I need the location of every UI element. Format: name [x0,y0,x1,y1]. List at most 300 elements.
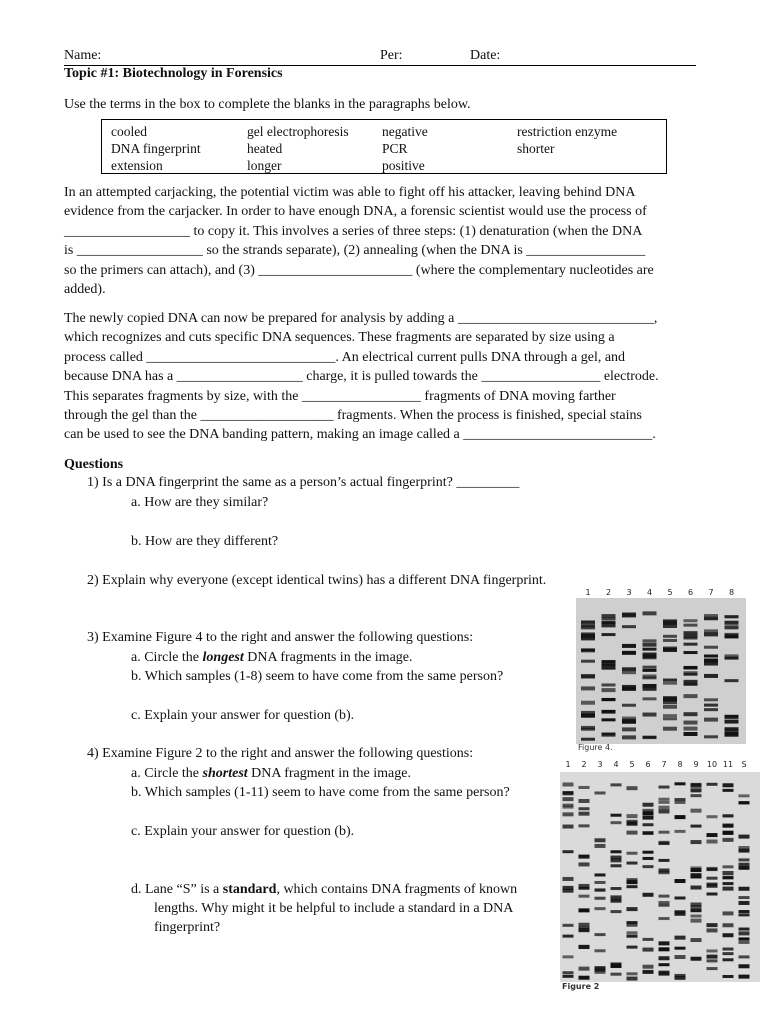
gel-band [581,675,595,679]
gel-band [659,798,670,801]
gel-band [579,786,590,789]
lane-number: 6 [645,760,651,769]
gel-band [739,901,750,905]
gel-band [663,648,677,652]
paragraph-line: so the primers can attach), and (3) ______________________ (where the complementary nucleotides are [64,262,654,278]
gel-band [643,965,654,969]
gel-band [707,877,718,880]
paragraph-line: through the gel than the ___________________ fragments. When the process is finished, special stains [64,407,642,423]
lane-number: 4 [646,588,653,597]
gel-band [602,666,616,669]
gel-band [595,873,606,876]
term: positive [382,158,425,173]
gel-band [643,938,654,941]
lane-number: 8 [728,588,735,597]
gel-band [739,937,750,940]
gel-band [581,620,595,623]
questions-heading: Questions [64,457,124,472]
term: extension [111,158,163,173]
gel-band [663,717,677,720]
gel-band [643,857,654,860]
gel-band [663,679,677,682]
gel-band [659,895,670,898]
gel-band [563,889,574,893]
gel-band [643,684,657,688]
figure-2-gel [560,772,760,984]
paragraph-line: which recognizes and cuts specific DNA sequences. These fragments are separated by size using a [64,330,615,346]
gel-band [627,852,638,855]
gel-band [675,955,686,959]
question-4d-line3: fingerprint? [154,920,221,935]
gel-band [643,713,657,717]
gel-band [643,893,654,897]
gel-band [659,956,670,960]
gel-band [684,666,698,669]
paragraph-line: This separates fragments by size, with the _________________ fragments of DNA moving farther [64,388,616,404]
gel-band [691,784,702,788]
gel-band [643,697,657,700]
gel-band [563,877,574,881]
figure-2 [560,760,760,996]
gel-band [684,680,698,683]
gel-band [704,704,718,707]
gel-band [691,794,702,797]
gel-band [581,623,595,627]
gel-band [602,733,616,737]
gel-band [663,700,677,704]
gel-band [723,911,734,915]
gel-band [627,820,638,823]
gel-band [723,882,734,885]
lane-number: 2 [581,760,587,769]
figure-4-gel [574,598,750,748]
lane-number: 7 [708,588,714,597]
gel-band [579,976,590,980]
gel-band [704,718,718,722]
gel-band [704,698,718,701]
gel-band [691,938,702,942]
gel-band [643,611,657,615]
gel-band [579,812,590,816]
gel-band [707,959,718,962]
gel-band [691,957,702,961]
paragraph-line: can be used to see the DNA banding pattern, making an image called a ___________________________. [64,427,656,443]
gel-band [675,801,686,804]
gel-band [622,735,636,739]
gel-band [602,614,616,618]
gel-band [627,977,638,981]
gel-band [595,907,606,910]
gel-band [622,625,636,628]
gel-band [659,901,670,904]
gel-band [622,704,636,707]
gel-band [627,921,638,924]
gel-band [579,895,590,898]
gel-band [643,948,654,952]
gel-band [659,904,670,907]
lane-number: 1 [565,760,571,769]
lane-number: 4 [613,760,619,769]
term: shorter [517,141,555,156]
gel-band [707,884,718,888]
gel-band [627,946,638,949]
name-label: Name: [64,48,102,63]
gel-band [691,825,702,828]
gel-band [581,711,595,714]
gel-band [663,622,677,625]
gel-band [611,887,622,890]
gel-band [684,732,698,736]
date-label: Date: [470,48,501,63]
gel-band [739,801,750,804]
question-4a: a. Circle the shortest DNA fragment in the image. [131,766,411,781]
question-4d-line2: lengths. Why might it be helpful to include a standard in a DNA [154,901,514,916]
gel-band [563,782,574,786]
paragraph-electrophoresis [64,309,704,445]
gel-band [659,917,670,920]
gel-band [622,613,636,617]
gel-band [659,842,670,845]
lane-number: 3 [597,760,603,769]
paragraph-line: process called ___________________________. An electrical current pulls DNA through a gel, and [64,349,626,365]
gel-band [691,886,702,890]
gel-band [581,649,595,652]
term: negative [382,124,428,139]
gel-band [723,789,734,792]
gel-band [579,908,590,912]
gel-band [659,963,670,966]
gel-band [659,806,670,810]
gel-band [595,897,606,900]
gel-band [579,926,590,929]
gel-band [704,708,718,711]
gel-band [643,648,657,651]
gel-band [595,791,606,794]
gel-band [622,721,636,724]
gel-band [684,643,698,646]
gel-band [707,840,718,844]
gel-band [602,621,616,624]
gel-band [739,835,750,839]
gel-band [643,653,657,657]
gel-band [579,824,590,827]
gel-band [739,794,750,797]
gel-band [675,936,686,940]
gel-band [725,625,739,629]
gel-band [704,654,718,657]
gel-band [659,941,670,945]
gel-band [602,618,616,621]
question-3a: a. Circle the longest DNA fragments in the image. [131,650,413,665]
gel-band [643,970,654,974]
question-4b: b. Which samples (1-11) seem to have come from the same person? [131,785,510,800]
lane-number: 7 [661,760,667,769]
gel-band [611,864,622,867]
gel-band [663,639,677,642]
gel-band [739,910,750,913]
gel-band [611,814,622,817]
lane-number: 3 [626,588,632,597]
gel-band [563,791,574,794]
lane-number: 5 [629,760,635,769]
gel-band [684,624,698,627]
gel-band [739,955,750,958]
gel-band [563,804,574,807]
figure-4 [574,588,750,754]
gel-band [563,924,574,927]
lane-number: 10 [706,760,718,769]
gel-band [684,631,698,635]
gel-band [691,809,702,813]
gel-band [675,910,686,913]
gel-band [659,871,670,874]
gel-band [602,698,616,701]
gel-band [643,674,657,678]
gel-band [659,809,670,813]
lane-number: 1 [585,588,591,597]
gel-band [723,933,734,937]
gel-band [691,908,702,912]
gel-band [663,714,677,717]
gel-band [581,714,595,718]
gel-band [643,688,657,691]
paragraph-line: because DNA has a __________________ charge, it is pulled towards the _________________ electrode. [64,369,659,385]
question-1b: b. How are they different? [131,534,279,549]
gel-band [684,619,698,622]
gel-band [563,812,574,816]
gel-band [675,879,686,883]
gel-band [611,856,622,860]
gel-band [659,947,670,951]
gel-band [579,945,590,949]
gel-band [725,615,739,618]
lane-number: 9 [693,760,699,769]
gel-band [725,654,739,658]
gel-band [675,830,686,833]
term: PCR [382,141,408,156]
gel-band [595,933,606,936]
gel-band [622,667,636,671]
lane-number: 11 [722,760,734,769]
gel-band [675,798,686,801]
gel-band [704,646,718,649]
gel-band [707,867,718,870]
gel-band [723,958,734,961]
per-label: Per: [380,48,403,63]
gel-band [723,876,734,879]
gel-band [595,844,606,848]
gel-band [739,846,750,849]
lane-number: 6 [687,588,694,597]
gel-band [622,644,636,648]
gel-band [563,935,574,938]
gel-band [675,974,686,977]
gel-band [707,949,718,952]
gel-band [581,701,595,705]
gel-band [643,816,654,820]
gel-band [725,727,739,731]
gel-band [563,797,574,801]
gel-band [602,688,616,692]
gel-band [595,838,606,842]
gel-band [684,636,698,639]
gel-band [643,639,657,642]
gel-band [627,814,638,818]
gel-band [643,736,657,739]
gel-band [725,731,739,735]
gel-band [643,656,657,659]
paragraph-line: The newly copied DNA can now be prepared for analysis by adding a ____________________________, [64,311,658,326]
gel-band [563,975,574,978]
gel-band [595,889,606,892]
gel-band [643,823,654,826]
gel-band [723,865,734,868]
gel-band [739,849,750,853]
figure-4-caption: Figure 4. [578,743,613,752]
gel-band [643,811,654,815]
gel-band [611,850,622,853]
gel-band [684,694,698,698]
gel-band [723,952,734,955]
gel-band [563,825,574,829]
gel-band [691,905,702,908]
instructions: Use the terms in the box to complete the blanks in the paragraphs below. [64,97,471,112]
gel-band [611,783,622,786]
gel-band [739,931,750,935]
gel-band [622,671,636,674]
term: longer [247,158,282,173]
gel-band [691,788,702,792]
question-3: 3) Examine Figure 4 to the right and answer the following questions: [87,630,474,645]
gel-band [723,975,734,978]
gel-band [602,633,616,636]
gel-band [707,833,718,837]
page-title: Topic #1: Biotechnology in Forensics [64,66,283,81]
gel-band [643,803,654,807]
gel-band [643,643,657,647]
gel-band [707,783,718,786]
gel-band [691,866,702,870]
gel-band [691,915,702,918]
gel-band [579,855,590,859]
gel-band [611,821,622,824]
gel-band [684,727,698,731]
gel-band [723,948,734,951]
gel-band [611,973,622,976]
gel-band [675,896,686,899]
gel-band [723,824,734,828]
gel-band [725,621,739,625]
question-1a: a. How are they similar? [131,495,269,510]
gel-band [602,710,616,714]
gel-band [627,885,638,888]
gel-band [602,683,616,686]
question-4c: c. Explain your answer for question (b). [131,824,355,839]
gel-band [739,866,750,870]
gel-band [627,786,638,790]
gel-band [627,831,638,835]
paragraph-line: evidence from the carjacker. In order to have enough DNA, a forensic scientist would use the process of [64,204,647,220]
gel-band [739,858,750,861]
gel-band [622,717,636,721]
gel-band [579,862,590,866]
gel-band [643,831,654,834]
term: restriction enzyme [517,124,618,139]
gel-band [627,907,638,911]
gel-band [579,799,590,803]
gel-band [684,721,698,725]
gel-band [684,671,698,675]
term: DNA fingerprint [111,141,201,156]
gel-band [579,923,590,927]
gel-band [739,941,750,944]
gel-band [739,964,750,968]
gel-band [739,928,750,931]
question-4d: d. Lane “S” is a standard, which contains DNA fragments of known [131,882,518,897]
word-bank-box [101,119,667,174]
gel-band [627,878,638,881]
gel-band [684,651,698,654]
lane-number: 8 [677,760,683,769]
question-1: 1) Is a DNA fingerprint the same as a person’s actual fingerprint? _________ [87,475,520,490]
question-4: 4) Examine Figure 2 to the right and answer the following questions: [87,746,474,761]
term: heated [247,141,283,156]
gel-band [663,705,677,709]
lane-number: S [741,760,747,769]
gel-band [723,815,734,818]
lane-number: 5 [667,588,673,597]
gel-band [704,674,718,678]
gel-band [723,871,734,875]
gel-band [704,658,718,662]
gel-band [563,850,574,853]
gel-band [595,969,606,972]
gel-band [691,919,702,923]
gel-band [627,924,638,927]
gel-band [602,718,616,721]
gel-band [563,971,574,974]
gel-band [739,896,750,899]
gel-band [707,893,718,896]
gel-band [581,726,595,729]
gel-band [643,851,654,854]
gel-band [725,715,739,719]
gel-band [659,972,670,976]
gel-band [611,910,622,913]
gel-band [684,712,698,716]
term: gel electrophoresis [247,124,349,139]
gel-band [581,686,595,690]
gel-band [627,935,638,938]
gel-band [622,688,636,691]
gel-band [723,923,734,927]
paragraph-line: is __________________ so the strands separate), (2) annealing (when the DNA is _________________ [64,243,646,259]
gel-band [723,887,734,891]
gel-band [581,637,595,640]
gel-band [659,831,670,834]
gel-band [663,727,677,731]
gel-band [627,862,638,865]
gel-band [611,962,622,966]
paragraph-line: added). [64,281,106,297]
question-3c: c. Explain your answer for question (b). [131,708,355,723]
gel-band [707,928,718,932]
gel-band [643,865,654,868]
gel-band [707,815,718,818]
gel-band [659,786,670,789]
gel-band [704,735,718,738]
gel-band [675,782,686,785]
